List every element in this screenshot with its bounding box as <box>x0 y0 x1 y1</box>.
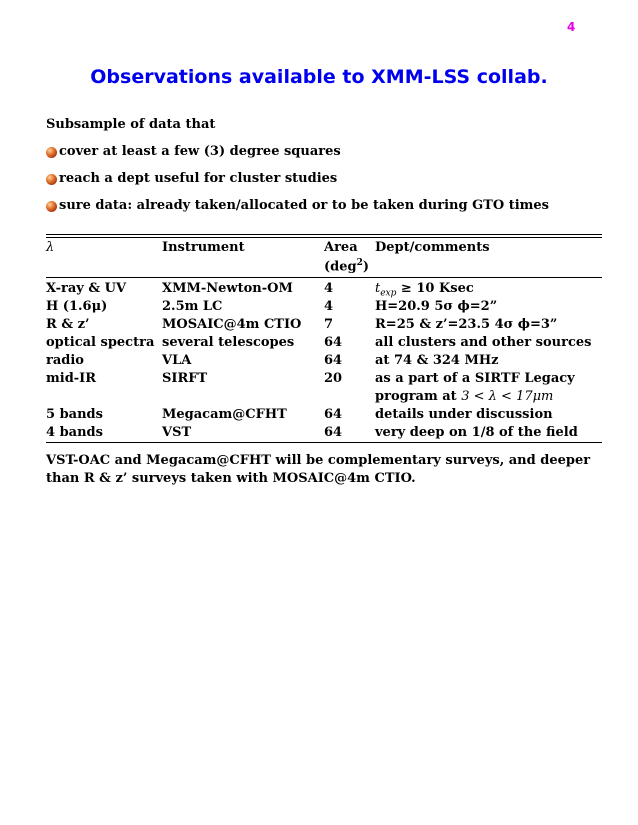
cell-area: 64 <box>324 335 343 350</box>
table-top-rule <box>46 234 602 235</box>
cell-band: X-ray & UV <box>46 281 127 296</box>
cell-instrument: MOSAIC@4m CTIO <box>162 317 302 332</box>
header-area: Area <box>324 240 358 255</box>
cell-instrument: VST <box>162 425 192 440</box>
cell-comment: at 74 & 324 MHz <box>375 353 499 368</box>
table-row <box>46 371 602 389</box>
cell-comment: details under discussion <box>375 407 553 422</box>
cell-area: 7 <box>324 317 334 332</box>
table-row-continuation <box>46 389 602 407</box>
list-item <box>46 171 549 198</box>
table-header-row-2 <box>46 258 602 276</box>
table-row <box>46 353 602 371</box>
header-instrument: Instrument <box>162 240 245 255</box>
cell-comment: H=20.9 5σ ϕ=2” <box>375 299 498 314</box>
table-header-rule <box>46 277 602 278</box>
cell-comment: R=25 & z’=23.5 4σ ϕ=3” <box>375 317 558 332</box>
list-item <box>46 144 549 171</box>
cell-area: 20 <box>324 371 343 386</box>
cell-instrument: XMM-Newton-OM <box>162 281 293 296</box>
cell-band: mid-IR <box>46 371 97 386</box>
header-comments: Dept/comments <box>375 240 490 255</box>
cell-instrument: 2.5m LC <box>162 299 223 314</box>
cell-band: 4 bands <box>46 425 103 440</box>
table-row <box>46 299 602 317</box>
cell-band: 5 bands <box>46 407 103 422</box>
table-top-rule-2 <box>46 237 602 238</box>
cell-instrument: Megacam@CFHT <box>162 407 287 422</box>
table-row <box>46 317 602 335</box>
cell-comment: all clusters and other sources <box>375 335 592 350</box>
cell-comment: $t_{exp} \ge 10$ Ksec <box>375 281 474 299</box>
observations-table <box>46 240 602 443</box>
header-lambda: λ <box>46 240 55 255</box>
table-row <box>46 425 602 443</box>
cell-instrument: SIRFT <box>162 371 208 386</box>
cell-band: radio <box>46 353 84 368</box>
header-area-unit: (deg$^2$) <box>324 258 370 275</box>
list-item <box>46 198 549 225</box>
intro-text: Subsample of data that <box>46 117 216 132</box>
cell-area: 64 <box>324 425 343 440</box>
bullet-icon <box>46 147 57 158</box>
closing-paragraph: VST-OAC and Megacam@CFHT will be complementary surveys, and deeper than R & z’ surveys taken with MOSAIC@4m CTIO. <box>46 453 591 486</box>
cell-instrument: several telescopes <box>162 335 295 350</box>
cell-comment: as a part of a SIRTF Legacy <box>375 371 575 386</box>
cell-area: 64 <box>324 407 343 422</box>
cell-instrument: VLA <box>162 353 192 368</box>
bullet-list <box>46 144 549 225</box>
table-row <box>46 335 602 353</box>
bullet-text: sure data: already taken/allocated or to be taken during GTO times <box>59 198 549 213</box>
table-row <box>46 281 602 299</box>
cell-comment: program at 3 < λ < 17μm <box>375 389 554 404</box>
cell-area: 4 <box>324 299 334 314</box>
bullet-icon <box>46 201 57 212</box>
cell-comment: very deep on 1/8 of the field <box>375 425 578 440</box>
cell-band: optical spectra <box>46 335 155 350</box>
cell-area: 64 <box>324 353 343 368</box>
bullet-text: reach a dept useful for cluster studies <box>59 171 338 186</box>
cell-band: H (1.6μ) <box>46 299 108 314</box>
bullet-icon <box>46 174 57 185</box>
bullet-text: cover at least a few (3) degree squares <box>59 144 341 159</box>
cell-area: 4 <box>324 281 334 296</box>
table-bottom-rule <box>46 442 602 443</box>
cell-band: R & z’ <box>46 317 90 332</box>
page-number: 4 <box>567 20 576 34</box>
page-title: Observations available to XMM-LSS collab. <box>90 66 548 88</box>
table-row <box>46 407 602 425</box>
table-header-row <box>46 240 602 258</box>
